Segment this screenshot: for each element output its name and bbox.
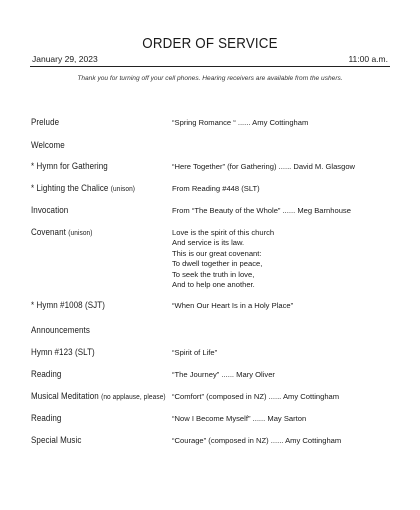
- header-divider: [30, 66, 390, 67]
- item-label: [31, 391, 166, 401]
- item-label: [31, 347, 95, 357]
- detail-line: And service is its law.: [172, 238, 245, 248]
- detail-line: To seek the truth in love,: [172, 269, 255, 279]
- item-detail: [172, 162, 402, 172]
- detail-line: “Spirit of Life”: [172, 348, 218, 357]
- covenant-text: [172, 228, 402, 290]
- item-label-text: Hymn #123 (SLT): [31, 347, 95, 357]
- detail-line: This is our great covenant:: [172, 248, 262, 258]
- item-label: [31, 300, 105, 310]
- detail-line: And to help one another.: [172, 280, 255, 290]
- detail-line: “Courage” (composed in NZ) ...... Amy Cottingham: [172, 436, 342, 445]
- item-label: [31, 205, 68, 215]
- item-label: [31, 325, 90, 335]
- detail-line: “Comfort” (composed in NZ) ...... Amy Cottingham: [172, 392, 340, 401]
- item-label-text: Invocation: [31, 205, 69, 215]
- service-date: January 29, 2023: [32, 54, 98, 64]
- item-detail: [172, 370, 402, 380]
- detail-line: “When Our Heart Is in a Holy Place”: [172, 301, 294, 310]
- item-detail: [172, 206, 402, 216]
- detail-line: “Here Together” (for Gathering) ...... David M. Glasgow: [172, 162, 356, 171]
- item-label: [31, 227, 93, 237]
- item-label-text: Announcements: [31, 325, 90, 335]
- detail-line: To dwell together in peace,: [172, 259, 263, 269]
- item-label-note: (unison): [68, 228, 93, 237]
- item-detail: [172, 348, 402, 358]
- item-detail: [172, 184, 402, 194]
- item-label: [31, 183, 135, 193]
- item-label-text: * Lighting the Chalice: [31, 183, 109, 193]
- detail-line: Love is the spirit of this church: [172, 228, 275, 237]
- item-label: [31, 413, 61, 423]
- item-label-text: Reading: [31, 369, 62, 379]
- detail-line: “Now I Become Myself” ...... May Sarton: [172, 414, 307, 423]
- item-label-text: Welcome: [31, 140, 65, 150]
- detail-line: From Reading #448 (SLT): [172, 184, 260, 193]
- item-detail: [172, 414, 402, 424]
- detail-line: “The Journey” ...... Mary Oliver: [172, 370, 275, 379]
- item-label-note: (unison): [110, 184, 136, 193]
- courtesy-note: Thank you for turning off your cell phones. Hearing receivers are available from the ushers.: [77, 75, 343, 82]
- item-detail: [172, 118, 402, 128]
- item-label-text: Covenant: [31, 227, 66, 237]
- item-label-text: Prelude: [31, 117, 60, 127]
- item-detail: [172, 392, 402, 402]
- item-label-text: * Hymn #1008 (SJT): [31, 300, 105, 310]
- item-label: [31, 161, 108, 171]
- item-label: [31, 140, 65, 150]
- item-label-text: * Hymn for Gathering: [31, 161, 108, 171]
- page-title: ORDER OF SERVICE: [142, 36, 278, 52]
- item-label-text: Reading: [31, 413, 62, 423]
- item-label-text: Special Music: [31, 435, 82, 445]
- item-detail: [172, 436, 402, 446]
- item-label: [31, 117, 59, 127]
- item-detail: [172, 301, 402, 311]
- service-time: 11:00 a.m.: [348, 54, 388, 64]
- detail-line: From “The Beauty of the Whole” ...... Meg Barnhouse: [172, 206, 351, 215]
- detail-line: “Spring Romance “ ...... Amy Cottingham: [172, 118, 309, 127]
- item-label: [31, 369, 61, 379]
- item-label-text: Musical Meditation: [31, 391, 99, 401]
- item-label-note: (no applause, please): [101, 392, 166, 401]
- item-label: [31, 435, 81, 445]
